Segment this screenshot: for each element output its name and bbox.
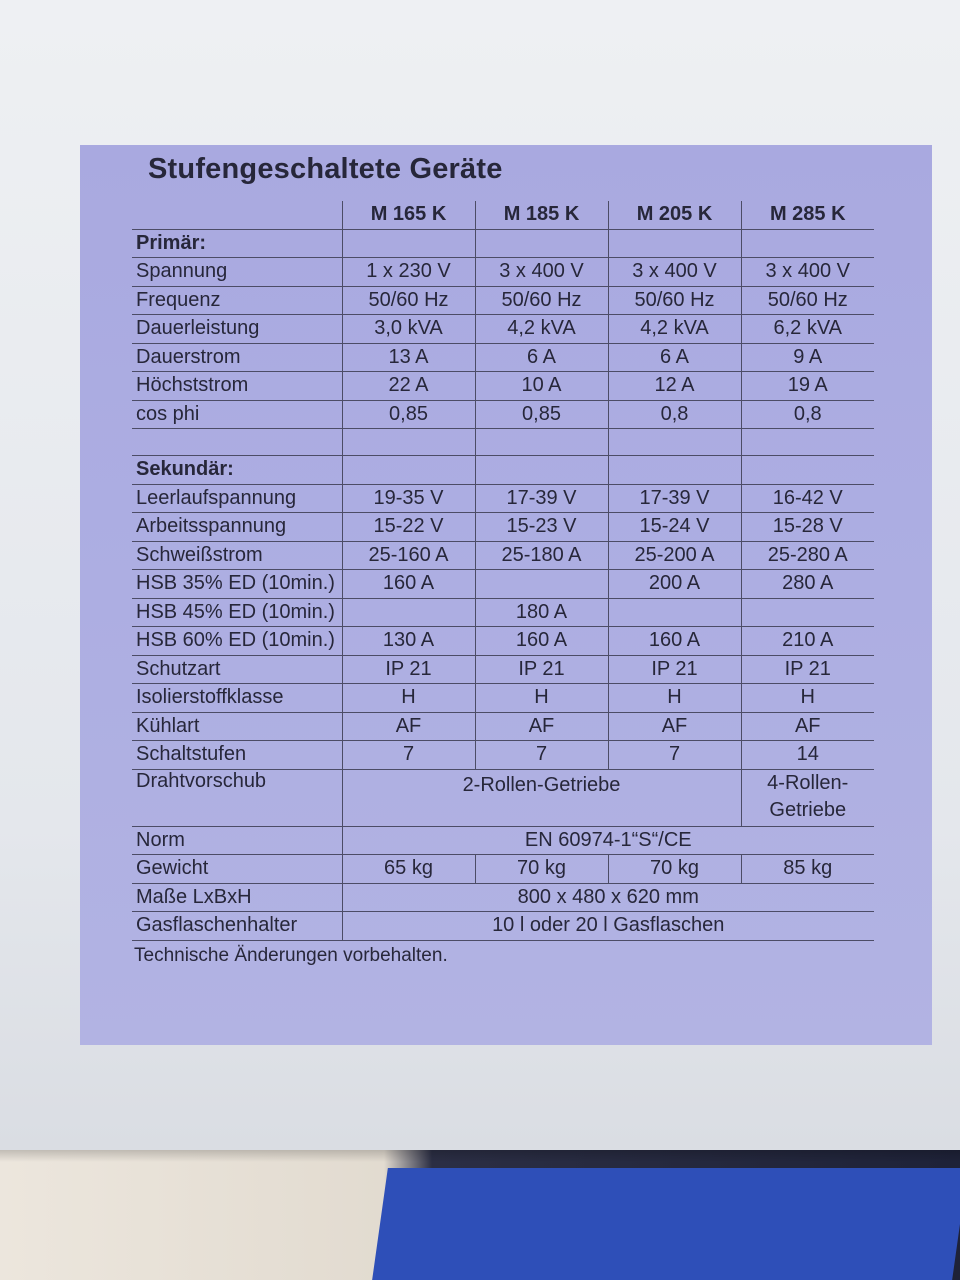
table-row bbox=[132, 400, 874, 429]
row-label: Frequenz bbox=[132, 286, 342, 315]
table-row bbox=[132, 372, 874, 401]
cell: 6,2 kVA bbox=[741, 315, 874, 344]
cell: 25-160 A bbox=[342, 541, 475, 570]
table-row bbox=[132, 570, 874, 599]
cell: 25-280 A bbox=[741, 541, 874, 570]
cell: AF bbox=[608, 712, 741, 741]
cell: 3 x 400 V bbox=[741, 258, 874, 287]
table-row bbox=[132, 684, 874, 713]
cell: 19-35 V bbox=[342, 484, 475, 513]
spec-table bbox=[132, 201, 874, 941]
table-row bbox=[132, 286, 874, 315]
cell: 70 kg bbox=[608, 855, 741, 884]
table-row bbox=[132, 826, 874, 855]
table-row bbox=[132, 855, 874, 884]
cell: 10 A bbox=[475, 372, 608, 401]
section-primary-row bbox=[132, 229, 874, 258]
spacer-row bbox=[132, 429, 874, 456]
cell: 9 A bbox=[741, 343, 874, 372]
model-header: M 185 K bbox=[475, 201, 608, 229]
cell: H bbox=[741, 684, 874, 713]
row-label: Schutzart bbox=[132, 655, 342, 684]
cell: IP 21 bbox=[608, 655, 741, 684]
section-heading-secondary: Sekundär: bbox=[132, 456, 342, 485]
page-shadow bbox=[0, 1150, 960, 1162]
cell: 15-28 V bbox=[741, 513, 874, 542]
cell: 65 kg bbox=[342, 855, 475, 884]
cell: 1 x 230 V bbox=[342, 258, 475, 287]
cell: 85 kg bbox=[741, 855, 874, 884]
cell: 210 A bbox=[741, 627, 874, 656]
cell: 17-39 V bbox=[475, 484, 608, 513]
cell: 50/60 Hz bbox=[608, 286, 741, 315]
row-label: Maße LxBxH bbox=[132, 883, 342, 912]
cell: AF bbox=[475, 712, 608, 741]
cell: 4-Rollen-Getriebe bbox=[741, 769, 874, 826]
table-row bbox=[132, 712, 874, 741]
cell: 0,8 bbox=[741, 400, 874, 429]
row-label: Schaltstufen bbox=[132, 741, 342, 770]
row-label: HSB 60% ED (10min.) bbox=[132, 627, 342, 656]
footnote: Technische Änderungen vorbehalten. bbox=[134, 945, 448, 966]
cell: H bbox=[608, 684, 741, 713]
cell: 160 A bbox=[342, 570, 475, 599]
cell: 6 A bbox=[608, 343, 741, 372]
cell: 15-24 V bbox=[608, 513, 741, 542]
cell: IP 21 bbox=[342, 655, 475, 684]
table-row bbox=[132, 258, 874, 287]
cell: 6 A bbox=[475, 343, 608, 372]
cell: AF bbox=[342, 712, 475, 741]
cell: 130 A bbox=[342, 627, 475, 656]
cell: 4,2 kVA bbox=[475, 315, 608, 344]
cell: 0,8 bbox=[608, 400, 741, 429]
cell: 7 bbox=[475, 741, 608, 770]
table-row bbox=[132, 513, 874, 542]
cell bbox=[608, 598, 741, 627]
row-label: HSB 45% ED (10min.) bbox=[132, 598, 342, 627]
table-row bbox=[132, 912, 874, 941]
cell: 15-23 V bbox=[475, 513, 608, 542]
cell: 17-39 V bbox=[608, 484, 741, 513]
row-label: Norm bbox=[132, 826, 342, 855]
table-row bbox=[132, 627, 874, 656]
cell: 70 kg bbox=[475, 855, 608, 884]
cell: 14 bbox=[741, 741, 874, 770]
cell: 160 A bbox=[608, 627, 741, 656]
cell: 7 bbox=[608, 741, 741, 770]
cell: 50/60 Hz bbox=[475, 286, 608, 315]
row-label: Dauerleistung bbox=[132, 315, 342, 344]
cell: H bbox=[475, 684, 608, 713]
cell: 50/60 Hz bbox=[741, 286, 874, 315]
cell: 2-Rollen-Getriebe bbox=[342, 769, 741, 826]
table-row bbox=[132, 655, 874, 684]
cell: IP 21 bbox=[475, 655, 608, 684]
table-row bbox=[132, 883, 874, 912]
section-heading-primary: Primär: bbox=[132, 229, 342, 258]
row-label: cos phi bbox=[132, 400, 342, 429]
table-row bbox=[132, 598, 874, 627]
row-label: Gasflaschenhalter bbox=[132, 912, 342, 941]
cell: 200 A bbox=[608, 570, 741, 599]
cell: 4,2 kVA bbox=[608, 315, 741, 344]
cell: 10 l oder 20 l Gasflaschen bbox=[342, 912, 874, 941]
panel-title: Stufengeschaltete Geräte bbox=[148, 153, 503, 185]
cell: 3 x 400 V bbox=[608, 258, 741, 287]
cell: 13 A bbox=[342, 343, 475, 372]
cell: 19 A bbox=[741, 372, 874, 401]
cell: 22 A bbox=[342, 372, 475, 401]
cell: 280 A bbox=[741, 570, 874, 599]
cell: EN 60974-1“S“/CE bbox=[342, 826, 874, 855]
row-label: Drahtvorschub bbox=[132, 769, 342, 826]
table-row bbox=[132, 315, 874, 344]
row-label: Gewicht bbox=[132, 855, 342, 884]
table-row bbox=[132, 343, 874, 372]
cell: 160 A bbox=[475, 627, 608, 656]
cell: IP 21 bbox=[741, 655, 874, 684]
cell bbox=[741, 598, 874, 627]
cell bbox=[342, 598, 475, 627]
row-label: Dauerstrom bbox=[132, 343, 342, 372]
row-label: Höchststrom bbox=[132, 372, 342, 401]
row-label: Leerlaufspannung bbox=[132, 484, 342, 513]
row-label: Schweißstrom bbox=[132, 541, 342, 570]
model-header-row bbox=[132, 201, 874, 229]
row-label: Arbeitsspannung bbox=[132, 513, 342, 542]
row-label: Isolierstoffklasse bbox=[132, 684, 342, 713]
model-header: M 205 K bbox=[608, 201, 741, 229]
table-row bbox=[132, 484, 874, 513]
cell: 15-22 V bbox=[342, 513, 475, 542]
cell: 7 bbox=[342, 741, 475, 770]
row-label: Spannung bbox=[132, 258, 342, 287]
table-row bbox=[132, 541, 874, 570]
cell: AF bbox=[741, 712, 874, 741]
table-row bbox=[132, 741, 874, 770]
header-blank bbox=[132, 201, 342, 229]
spec-panel bbox=[80, 145, 932, 1045]
cell: 180 A bbox=[475, 598, 608, 627]
table-row-drahtvorschub bbox=[132, 769, 874, 826]
cell: 3 x 400 V bbox=[475, 258, 608, 287]
cell: 25-200 A bbox=[608, 541, 741, 570]
blue-object bbox=[372, 1168, 960, 1280]
row-label: HSB 35% ED (10min.) bbox=[132, 570, 342, 599]
cell bbox=[475, 570, 608, 599]
model-header: M 285 K bbox=[741, 201, 874, 229]
model-header: M 165 K bbox=[342, 201, 475, 229]
cell: 800 x 480 x 620 mm bbox=[342, 883, 874, 912]
cell: 3,0 kVA bbox=[342, 315, 475, 344]
cell: 16-42 V bbox=[741, 484, 874, 513]
cell: 0,85 bbox=[475, 400, 608, 429]
row-label: Kühlart bbox=[132, 712, 342, 741]
cell: H bbox=[342, 684, 475, 713]
cell: 0,85 bbox=[342, 400, 475, 429]
section-secondary-row bbox=[132, 456, 874, 485]
cell: 50/60 Hz bbox=[342, 286, 475, 315]
cell: 12 A bbox=[608, 372, 741, 401]
cell: 25-180 A bbox=[475, 541, 608, 570]
